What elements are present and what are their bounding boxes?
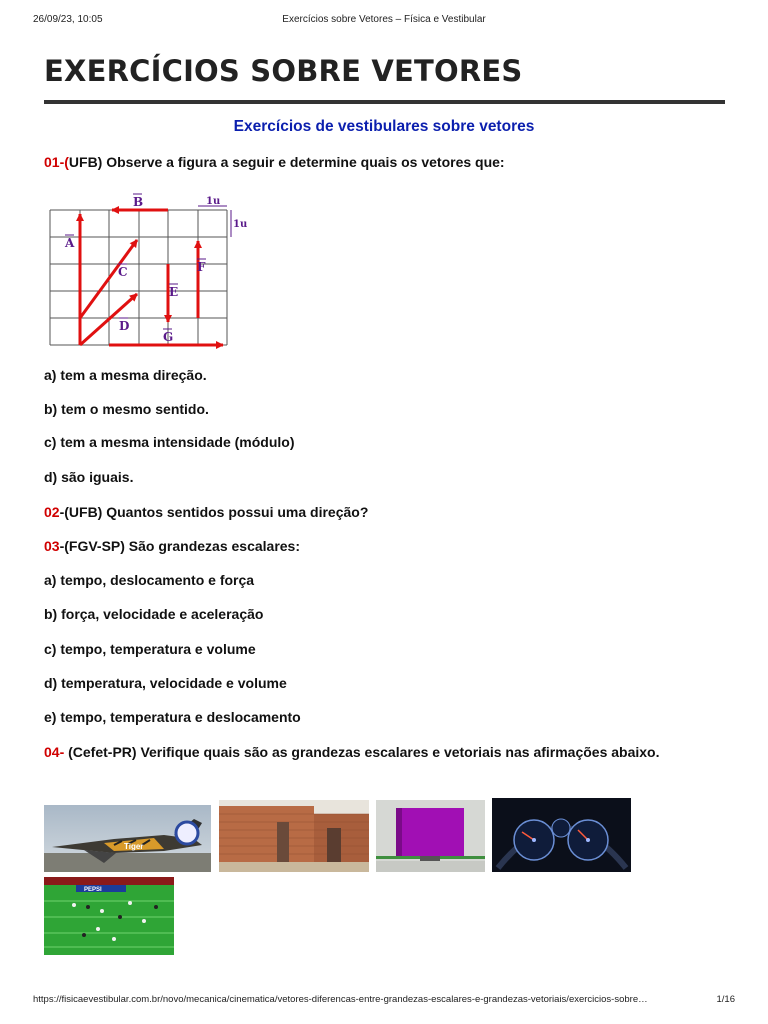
question-number: 04- [44,744,65,760]
question-01 [44,151,724,173]
question-text: -(UFB) Quantos sentidos possui uma direção? [59,504,369,520]
q1-option-b: b) tem o mesmo sentido. [44,401,209,417]
photo-purple-cube [376,800,485,872]
q3-option-b: b) força, velocidade e aceleração [44,606,264,622]
question-text: (Cefet-PR) Verifique quais são as grandezas escalares e vetoriais nas afirmações abaixo. [64,744,660,760]
field-banner-text: PEPSI [84,887,102,893]
section-subtitle: Exercícios de vestibulares sobre vetores [233,118,535,135]
jet-tail-text: Tiger [124,842,144,851]
q1-option-a: a) tem a mesma direção. [44,367,207,383]
vector-grid-figure [44,190,259,360]
q3-option-d: d) temperatura, velocidade e volume [44,675,287,691]
question-04 [44,741,724,763]
question-number: 01-( [44,154,69,170]
title-divider [44,100,725,104]
photo-soccer-game [44,877,174,955]
label-f: F [197,260,206,274]
q1-option-c: c) tem a mesma intensidade (módulo) [44,434,295,450]
vector-labels [64,195,206,344]
print-page-number: 1/16 [716,994,735,1005]
print-page-title: Exercícios sobre Vetores – Física e Vestibular [282,14,486,25]
q3-option-a: a) tempo, deslocamento e força [44,572,255,588]
q3-option-e: e) tempo, temperatura e deslocamento [44,709,301,725]
photo-fighter-jet [44,805,211,872]
label-d: D [119,319,130,333]
question-03 [44,535,724,557]
question-text: UFB) Observe a figura a seguir e determine quais os vetores que: [68,154,505,170]
unit-label-horizontal: 1u [206,196,221,207]
print-url: https://fisicaevestibular.com.br/novo/mecanica/cinematica/vetores-diferencas-entre-grandezas-escalares-e-grandezas-vetoriais/exercicios-sobre… [33,994,648,1005]
label-g: G [163,330,174,344]
photo-brick-house [219,800,369,872]
grid-lines [50,210,227,345]
label-c: C [118,265,128,279]
photo-speedometer [492,798,631,872]
vector-grid-svg [44,190,259,355]
label-b: B [133,195,144,209]
label-e: E [169,285,179,299]
label-a: A [65,236,75,250]
question-text: -(FGV-SP) São grandezas escalares: [59,538,301,554]
unit-label-vertical: 1u [233,219,248,230]
q1-option-d: d) são iguais. [44,469,134,485]
print-date: 26/09/23, 10:05 [33,14,103,25]
q3-option-c: c) tempo, temperatura e volume [44,641,256,657]
vectors [80,210,223,345]
question-number: 02 [44,504,60,520]
question-number: 03 [44,538,60,554]
page-title: EXERCÍCIOS SOBRE VETORES [44,54,523,88]
question-02 [44,501,724,523]
